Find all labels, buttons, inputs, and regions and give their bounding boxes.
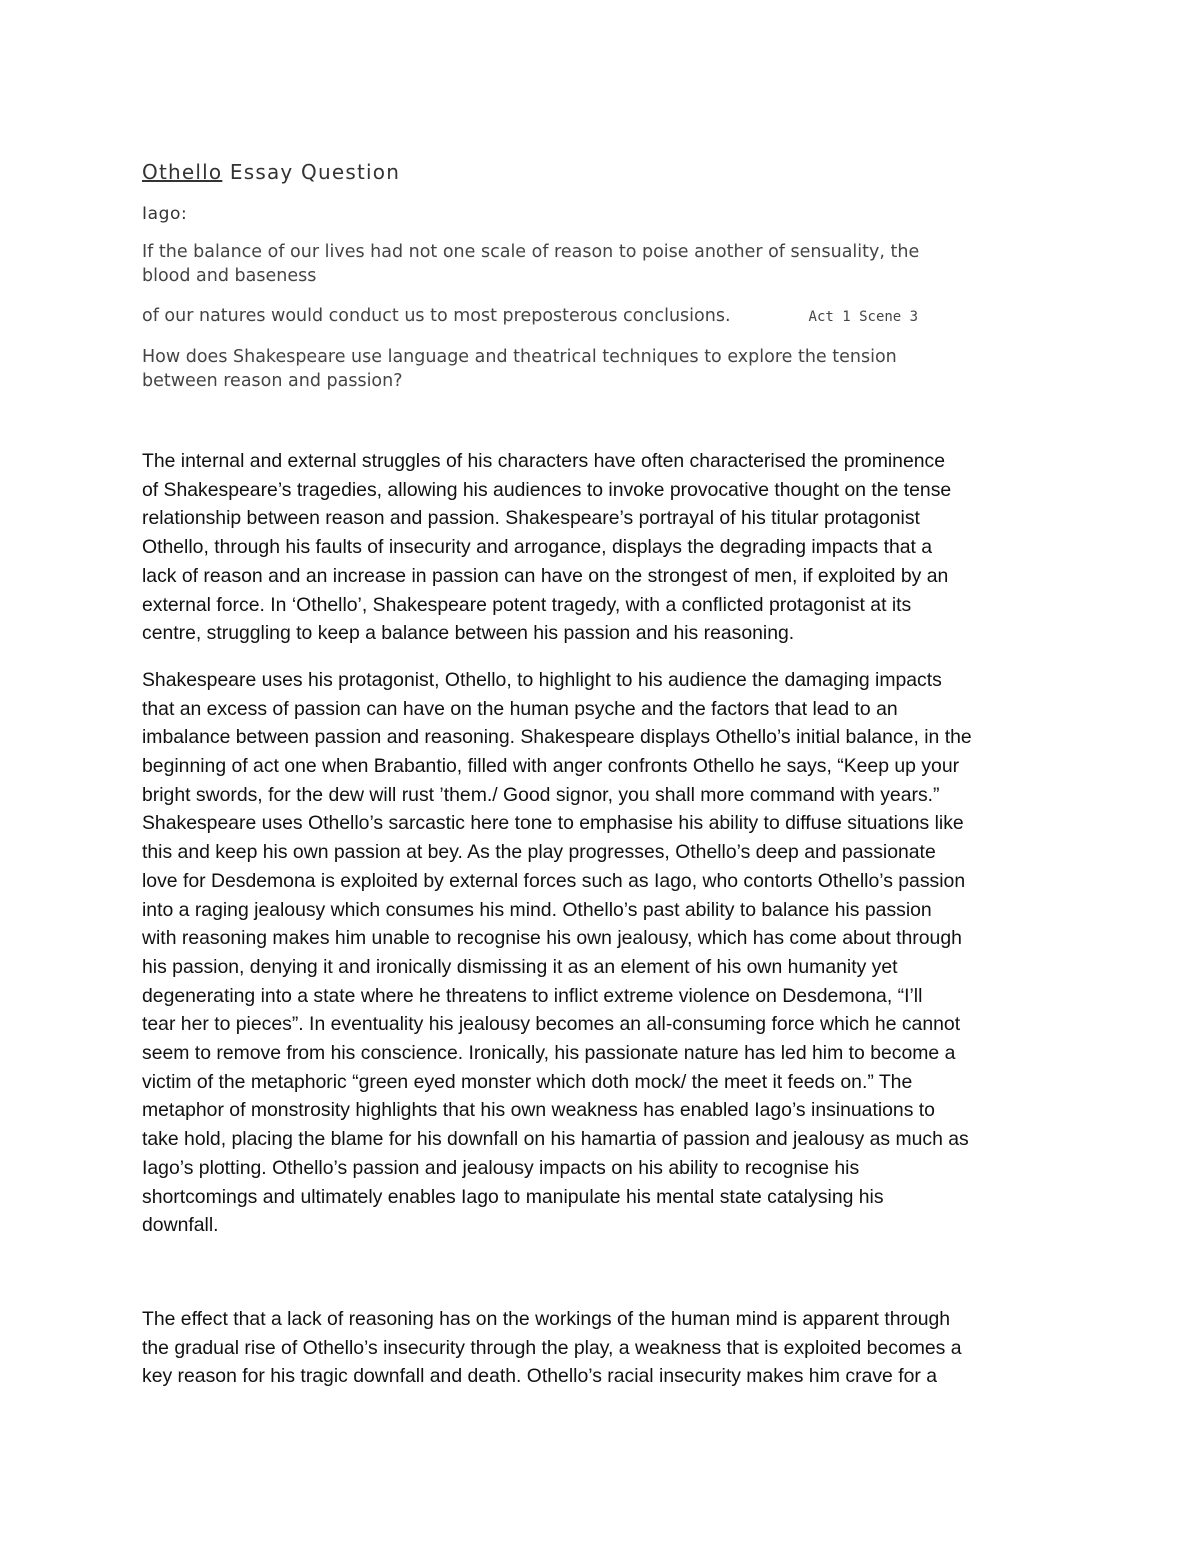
p1-line: lack of reason and an increase in passion can have on the strongest of men, if exploited by an: [142, 564, 949, 587]
paragraph-gap: [142, 1258, 1072, 1305]
p1-line: The internal and external struggles of his characters have often characterised the prominence: [142, 450, 946, 472]
essay-paragraph-2: [142, 666, 1072, 1240]
p2-line: downfall.: [142, 1214, 219, 1237]
p2-line: shortcomings and ultimately enables Iago to manipulate his mental state catalysing his: [142, 1185, 884, 1208]
quote-line-3: of our natures would conduct us to most preposterous conclusions.: [142, 306, 731, 326]
p2-line: beginning of act one when Brabantio, filled with anger confronts Othello he says, “Keep up your: [142, 755, 960, 778]
p2-line: take hold, placing the blame for his downfall on his hamartia of passion and jealousy as much as: [142, 1128, 969, 1151]
p2-line: bright swords, for the dew will rust ’them./ Good signor, you shall more command with years.”: [142, 783, 940, 806]
p2-line: that an excess of passion can have on the human psyche and the factors that lead to an: [142, 697, 898, 720]
essay-paragraph-1: [142, 447, 1072, 648]
question-line-1: How does Shakespeare use language and theatrical techniques to explore the tension: [142, 347, 897, 367]
quote-block: [142, 240, 1072, 288]
p1-line: of Shakespeare’s tragedies, allowing his audiences to invoke provocative thought on the tense: [142, 478, 952, 501]
p2-line: Shakespeare uses his protagonist, Othello, to highlight to his audience the damaging impacts: [142, 668, 942, 691]
p2-line: degenerating into a state where he threatens to inflict extreme violence on Desdemona, “I’ll: [142, 984, 923, 1007]
p2-line: Shakespeare uses Othello’s sarcastic here tone to emphasise his ability to diffuse situations like: [142, 812, 964, 835]
document-content: [142, 158, 1072, 1409]
quote-line-3-row: [142, 304, 1072, 329]
p2-line: this and keep his own passion at bey. As the play progresses, Othello’s deep and passionate: [142, 841, 936, 864]
quote-line-1: If the balance of our lives had not one scale of reason to poise another of sensuality, the: [142, 242, 920, 262]
speaker-label: Iago:: [142, 204, 188, 224]
title-rest: Essay Question: [222, 160, 401, 184]
essay-body: [142, 447, 1072, 1391]
p3-line: key reason for his tragic downfall and death. Othello’s racial insecurity makes him crave for a: [142, 1365, 938, 1388]
p2-line: imbalance between passion and reasoning. Shakespeare displays Othello’s initial balance, in the: [142, 726, 972, 749]
p2-line: metaphor of monstrosity highlights that his own weakness has enabled Iago’s insinuations to: [142, 1099, 935, 1122]
p2-line: his passion, denying it and ironically dismissing it as an element of his own humanity yet: [142, 955, 898, 978]
essay-question: [142, 345, 1072, 393]
p2-line: seem to remove from his conscience. Ironically, his passionate nature has led him to become a: [142, 1042, 956, 1065]
title-underlined-word: Othello: [142, 160, 223, 184]
p3-line: The effect that a lack of reasoning has on the workings of the human mind is apparent through: [142, 1307, 951, 1330]
p1-line: Othello, through his faults of insecurity and arrogance, displays the degrading impacts that a: [142, 536, 933, 559]
act-scene-reference: Act 1 Scene 3: [808, 309, 919, 325]
p1-line: external force. In ‘Othello’, Shakespeare potent tragedy, with a conflicted protagonist at its: [142, 593, 912, 616]
question-line-2: between reason and passion?: [142, 371, 403, 391]
p1-line: centre, struggling to keep a balance between his passion and his reasoning.: [142, 622, 795, 645]
essay-paragraph-3: [142, 1305, 1072, 1391]
p3-line: the gradual rise of Othello’s insecurity through the play, a weakness that is exploited becomes a: [142, 1336, 962, 1359]
p2-line: victim of the metaphoric “green eyed monster which doth mock/ the meet it feeds on.” The: [142, 1070, 913, 1093]
p2-line: with reasoning makes him unable to recognise his own jealousy, which has come about through: [142, 927, 962, 950]
p2-line: tear her to pieces”. In eventuality his jealousy becomes an all-consuming force which he cannot: [142, 1013, 961, 1036]
quote-line-2: blood and baseness: [142, 266, 317, 286]
p2-line: love for Desdemona is exploited by external forces such as Iago, who contorts Othello’s passion: [142, 869, 966, 892]
p2-line: Iago’s plotting. Othello’s passion and jealousy impacts on his ability to recognise his: [142, 1156, 860, 1179]
p2-line: into a raging jealousy which consumes his mind. Othello’s past ability to balance his passion: [142, 898, 932, 921]
p1-line: relationship between reason and passion. Shakespeare’s portrayal of his titular protagonist: [142, 507, 920, 530]
essay-title: [142, 158, 1072, 186]
